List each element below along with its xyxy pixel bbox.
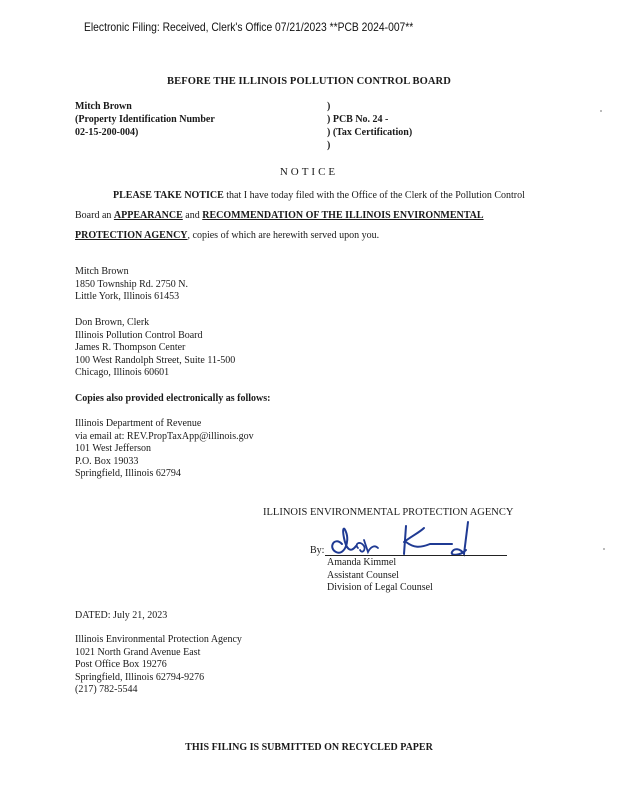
addressee-revenue — [75, 418, 254, 481]
case-type: ) (Tax Certification) — [327, 127, 413, 138]
address-line: Post Office Box 19276 — [75, 659, 167, 670]
date-line: DATED: July 21, 2023 — [75, 610, 168, 621]
address-line: Illinois Pollution Control Board — [75, 329, 203, 341]
handwritten-signature — [320, 518, 490, 560]
recommendation-doc-title: RECOMMENDATION OF THE ILLINOIS ENVIRONMENTAL PROTECTION AGENCY — [75, 210, 484, 241]
case-number: ) PCB No. 24 - — [327, 114, 389, 125]
electronic-copies-heading: Copies also provided electronically as follows: — [75, 393, 271, 404]
recycled-paper-footer: THIS FILING IS SUBMITTED ON RECYCLED PAPER — [185, 742, 433, 753]
signer-division: Division of Legal Counsel — [327, 582, 433, 593]
electronic-filing-stamp: Electronic Filing: Received, Clerk's Office 07/21/2023 **PCB 2024-007** — [84, 20, 414, 34]
address-line: Illinois Department of Revenue — [75, 418, 202, 429]
signer-name: Amanda Kimmel — [327, 557, 397, 568]
signing-agency: ILLINOIS ENVIRONMENTAL PROTECTION AGENCY — [263, 507, 514, 518]
signature-stroke — [452, 522, 468, 555]
signer-details — [327, 557, 433, 595]
caption-paren: ) — [327, 101, 331, 112]
signature-stroke — [332, 529, 356, 553]
address-line: Little York, Illinois 61453 — [75, 291, 180, 302]
address-line: Illinois Environmental Protection Agency — [75, 634, 242, 645]
appearance-doc-title: APPEARANCE — [113, 210, 183, 221]
address-line: James R. Thompson Center — [75, 342, 186, 353]
addressee-clerk — [75, 317, 235, 380]
property-id-number: 02-15-200-004) — [75, 127, 139, 138]
by-label: By: — [310, 545, 325, 556]
scan-speck — [603, 548, 605, 550]
phone-line: (217) 782-5544 — [75, 684, 138, 695]
scan-speck — [600, 110, 602, 112]
notice-lead: PLEASE TAKE NOTICE — [113, 190, 224, 201]
notice-heading: NOTICE — [279, 166, 339, 178]
signature-stroke — [357, 540, 378, 552]
document-title: BEFORE THE ILLINOIS POLLUTION CONTROL BOARD — [167, 76, 451, 87]
address-line: Springfield, Illinois 62794-9276 — [75, 671, 205, 683]
signature-line — [325, 555, 507, 556]
addressee-petitioner — [75, 266, 188, 304]
address-line: 1850 Township Rd. 2750 N. — [75, 278, 189, 290]
case-caption-right — [327, 100, 412, 152]
address-line: Chicago, Illinois 60601 — [75, 367, 170, 378]
address-line: P.O. Box 19033 — [75, 455, 139, 467]
property-id-label: (Property Identification Number — [75, 114, 215, 125]
address-line: 100 West Randolph Street, Suite 11-500 — [75, 354, 236, 366]
notice-text: that I have today filed with the Office of the Clerk of the Pollution Control Board an — [75, 190, 525, 221]
case-caption-left — [75, 100, 215, 139]
sender-address — [75, 634, 242, 697]
email-address-line: via email at: REV.PropTaxApp@illinois.gov — [75, 430, 254, 442]
notice-text: , copies of which are herewith served upon you. — [187, 230, 380, 241]
address-line: Don Brown, Clerk — [75, 317, 150, 328]
address-line: Mitch Brown — [75, 266, 129, 277]
signer-title: Assistant Counsel — [327, 569, 399, 581]
address-line: Springfield, Illinois 62794 — [75, 468, 181, 479]
caption-paren: ) — [327, 140, 331, 151]
notice-text: and — [182, 210, 203, 221]
address-line: 1021 North Grand Avenue East — [75, 646, 201, 658]
signature-stroke — [404, 526, 452, 554]
petitioner-name: Mitch Brown — [75, 101, 132, 112]
notice-paragraph — [75, 186, 545, 246]
address-line: 101 West Jefferson — [75, 443, 152, 454]
